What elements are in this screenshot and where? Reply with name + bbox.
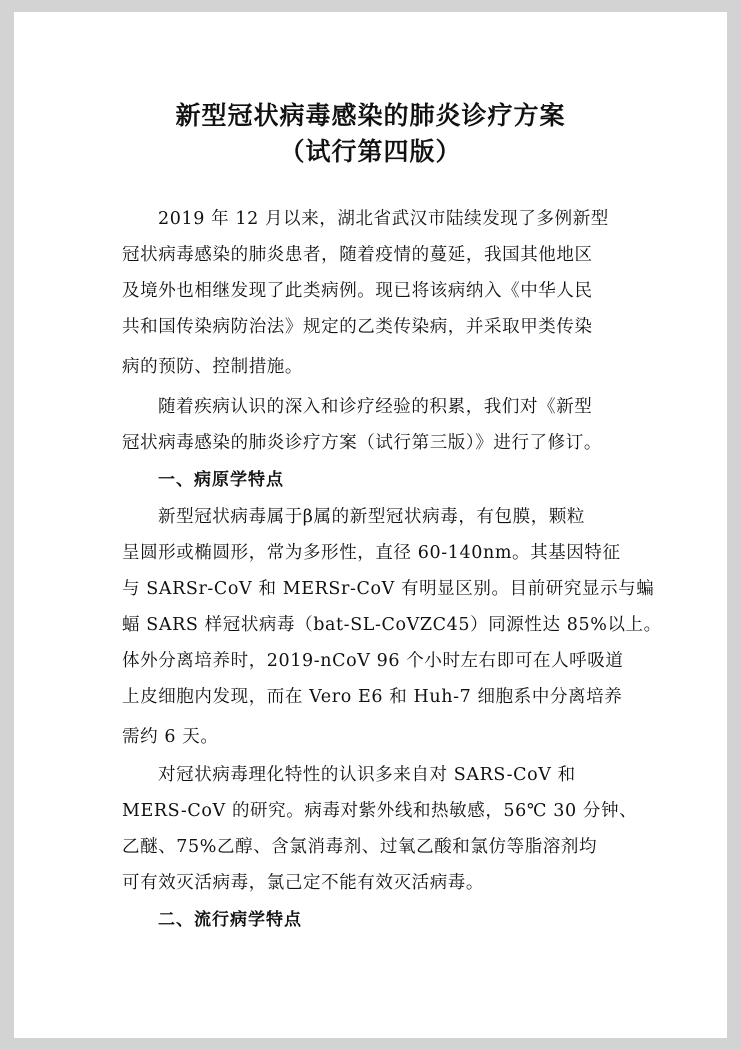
paragraph-3-line-4: 蝠 SARS 样冠状病毒（bat-SL-CoVZC45）同源性达 85%以上。 [122,615,662,635]
paragraph-3-line-2: 呈圆形或椭圆形，常为多形性，直径 60-140nm。其基因特征 [122,543,621,563]
paragraph-1-line-4: 共和国传染病防治法》规定的乙类传染病，并采取甲类传染 [122,317,593,337]
section-heading-etiology: 一、病原学特点 [158,470,284,490]
paragraph-4-line-2: MERS-CoV 的研究。病毒对紫外线和热敏感，56℃ 30 分钟、 [122,801,638,821]
paragraph-3-line-7: 需约 6 天。 [122,727,219,747]
paragraph-2-line-2: 冠状病毒感染的肺炎诊疗方案（试行第三版）》进行了修订。 [122,433,602,453]
paragraph-3-line-1: 新型冠状病毒属于β属的新型冠状病毒，有包膜，颗粒 [158,507,586,527]
document-subtitle: （试行第四版） [279,137,462,166]
paragraph-2-line-1: 随着疾病认识的深入和诊疗经验的积累，我们对《新型 [158,397,593,417]
paragraph-1-line-2: 冠状病毒感染的肺炎患者，随着疫情的蔓延，我国其他地区 [122,245,593,265]
paragraph-3-line-5: 体外分离培养时，2019-nCoV 96 个小时左右即可在人呼吸道 [122,651,624,671]
paragraph-3-line-6: 上皮细胞内发现，而在 Vero E6 和 Huh-7 细胞系中分离培养 [122,687,623,707]
paragraph-4-line-4: 可有效灭活病毒，氯己定不能有效灭活病毒。 [122,873,484,893]
paragraph-4-line-1: 对冠状病毒理化特性的认识多来自对 SARS-CoV 和 [158,765,576,785]
paragraph-1-line-3: 及境外也相继发现了此类病例。现已将该病纳入《中华人民 [122,281,593,301]
paragraph-4-line-3: 乙醚、75%乙醇、含氯消毒剂、过氧乙酸和氯仿等脂溶剂均 [122,837,598,857]
paragraph-1-line-5: 病的预防、控制措施。 [122,357,303,377]
document-title: 新型冠状病毒感染的肺炎诊疗方案 [175,101,566,130]
paragraph-3-line-3: 与 SARSr-CoV 和 MERSr-CoV 有明显区别。目前研究显示与蝙 [122,579,655,599]
section-heading-epidemiology: 二、流行病学特点 [158,910,302,930]
paragraph-1-line-1: 2019 年 12 月以来，湖北省武汉市陆续发现了多例新型 [158,209,609,229]
